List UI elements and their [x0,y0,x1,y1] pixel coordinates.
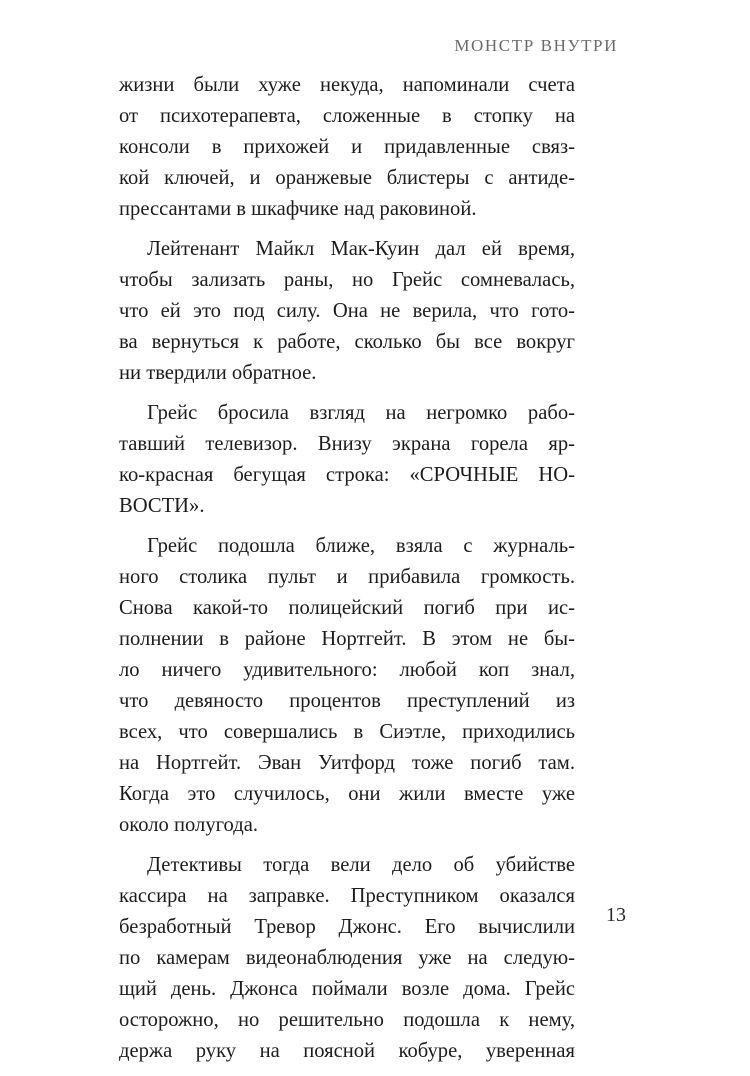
text-line: ко-красная бегущая строка: «СРОЧНЫЕ НО- [119,464,575,486]
text-line: полнении в районе Нортгейт. В этом не бы- [119,628,575,650]
text-line: около полугода. [119,814,259,836]
text-line: от психотерапевта, сложенные в стопку на [119,105,575,127]
text-line: чтобы зализать раны, но Грейс сомневалась, [119,269,575,291]
paragraph [119,850,575,1067]
text-line: что девяносто процентов преступлений из [119,690,575,712]
page-number: 13 [606,904,626,926]
running-head: МОНСТР ВНУТРИ [454,36,618,55]
text-line: всех, что совершались в Сиэтле, приходились [119,721,575,743]
text-line: что ей это под силу. Она не верила, что гото- [119,300,575,322]
text-line: Детективы тогда вели дело об убийстве [147,854,575,876]
text-line: осторожно, но решительно подошла к нему, [119,1009,575,1031]
text-line: на Нортгейт. Эван Уитфорд тоже погиб там. [119,752,575,774]
text-line: Снова какой-то полицейский погиб при ис- [119,597,575,619]
text-line: Лейтенант Майкл Мак-Куин дал ей время, [147,238,575,260]
paragraph [119,398,575,522]
text-line: безработный Тревор Джонс. Его вычислили [119,916,575,938]
text-line: по камерам видеонаблюдения уже на следую- [119,947,575,969]
paragraph [119,531,575,841]
text-line: кой ключей, и оранжевые блистеры с антиде- [119,167,575,189]
text-line: ло ничего удивительного: любой коп знал, [119,659,575,681]
text-line: ва вернуться к работе, сколько бы все вокруг [119,331,575,353]
text-line: щий день. Джонса поймали возле дома. Грейс [119,978,575,1000]
text-line: ного столика пульт и прибавила громкость. [119,566,575,588]
text-line: ВОСТИ». [119,495,205,517]
text-line: Грейс подошла ближе, взяла с журналь- [147,535,575,557]
text-line: кассира на заправке. Преступником оказался [119,885,575,907]
body-text [119,70,575,1076]
paragraph [119,234,575,389]
text-line: консоли в прихожей и придавленные связ- [119,136,575,158]
text-line: Когда это случилось, они жили вместе уже [119,783,575,805]
text-line: жизни были хуже некуда, напоминали счета [119,74,575,96]
text-line: Грейс бросила взгляд на негромко рабо- [147,402,575,424]
text-line: прессантами в шкафчике над раковиной. [119,198,477,220]
paragraph [119,70,575,225]
text-line: тавший телевизор. Внизу экрана горела яр- [119,433,575,455]
text-line: держа руку на поясной кобуре, уверенная [119,1040,575,1062]
text-line: ни твердили обратное. [119,362,317,384]
